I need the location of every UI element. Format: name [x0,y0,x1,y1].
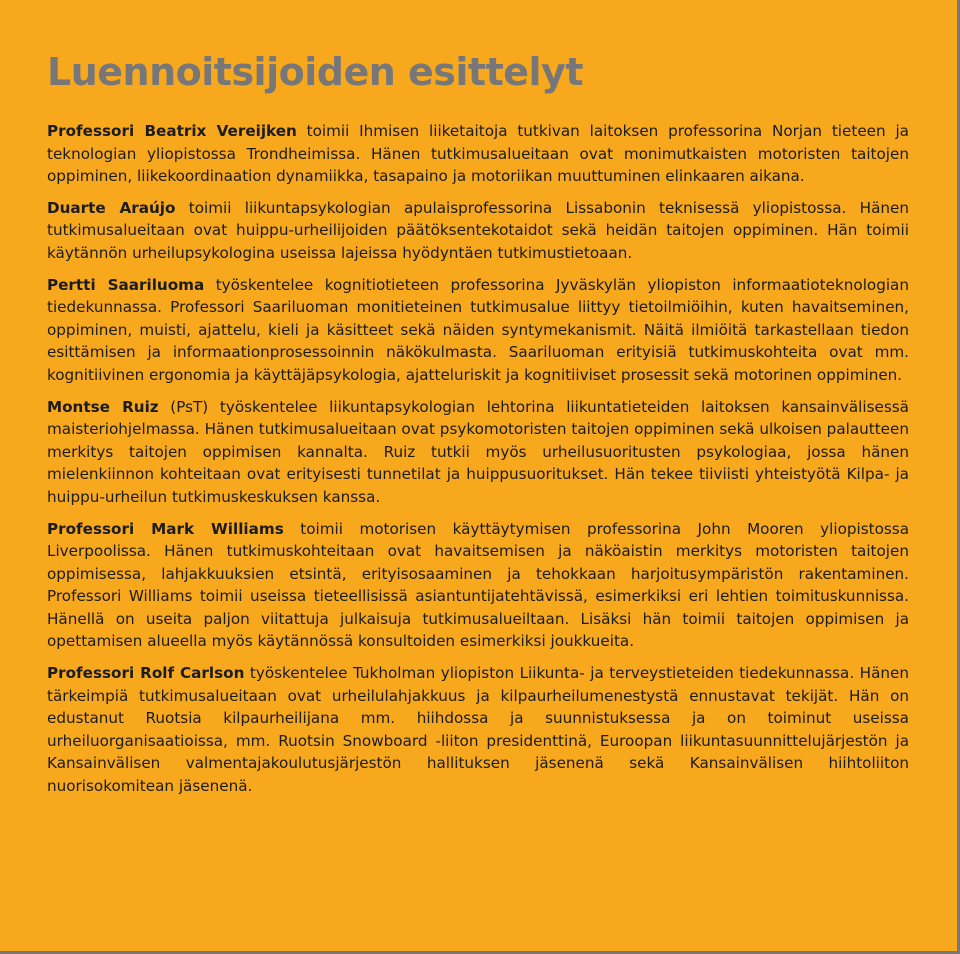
bio-paragraph-saariluoma [47,274,909,387]
bio-text: (PsT) työskentelee liikuntapsykologian lehtorina liikuntatieteiden laitoksen kansainvälisessä maisteriohjelmassa. Hänen tutkimusalueitaan ovat psykomotoristen taitojen oppiminen sekä ulkoisen palautteen merkitys taitojen oppimisen kannalta. Ruiz tutkii myös urheilusuoritusten psykologiaa, jossa hänen mielenkiinnon kohteitaan ovat erityisesti tunnetilat ja huippusuoritukset. Hän tekee tiiviisti yhteistyötä Kilpa- ja huippu-urheilun tutkimuskeskuksen kanssa. [47,397,909,506]
bio-paragraph-vereijken [47,120,909,188]
lecturer-name: Professori Rolf Carlson [47,664,245,683]
bio-text: toimii motorisen käyttäytymisen professorina John Mooren yliopistossa Liverpoolissa. Hänen tutkimuskohteitaan ovat havaitsemisen ja näköaistin merkitys motoristen taitojen oppimisessa, lahjakkuuksien etsintä, erityisosaaminen ja tehokkaan harjoitusympäristön rakentaminen. Professori Williams toimii useissa tieteellisissä asiantuntijatehtävissä, esimerkiksi eri lehtien toimituskunnissa. Hänellä on useita paljon viitattuja julkaisuja tutkimusalueiltaan. Lisäksi hän toimii taitojen oppimisen ja opettamisen alueella myös käytännössä konsultoiden esimerkiksi joukkueita. [47,519,910,651]
bio-text: työskentelee Tukholman yliopiston Liikunta- ja terveystieteiden tiedekunnassa. Hänen tärkeimpiä tutkimusalueitaan ovat urheilulahjakkuus ja kilpaurheilumenestystä ennustavat tekijät. Hän on edustanut Ruotsia kilpaurheilijana mm. hiihdossa ja suunnistuksessa ja on toiminut useissa urheiluorganisaatioissa, mm. Ruotsin Snowboard -liiton presidenttinä, Euroopan liikuntasuunnittelujärjestön ja Kansainvälisen valmentajakoulutusjärjestön hallituksen jäsenenä sekä Kansainvälisen hiihtoliiton nuorisokomitean jäsenenä. [47,664,909,796]
lecturer-name: Montse Ruiz [47,397,159,416]
lecturer-name: Professori Mark Williams [47,519,284,538]
lecturer-bios [47,120,909,807]
lecturer-name: Pertti Saariluoma [47,275,205,294]
bio-paragraph-williams [47,518,909,654]
lecturer-name: Duarte Araújo [47,198,176,217]
lecturer-name: Professori Beatrix Vereijken [47,122,297,140]
bio-text: toimii Ihmisen liiketaitoja tutkivan laitoksen professorina Norjan tieteen ja teknologian yliopistossa Trondheimissa. Hänen tutkimusalueitaan ovat monimutkaisten motoristen taitojen oppiminen, liikekoordinaation dynamiikka, tasapaino ja motoriikan muuttuminen elinkaaren aikana. [47,122,909,186]
page-title: Luennoitsijoiden esittelyt [47,50,583,94]
bio-text: toimii liikuntapsykologian apulaisprofessorina Lissabonin teknisessä yliopistossa. Hänen tutkimusalueitaan ovat huippu-urheilijoiden päätöksentekotaidot sekä heidän taitojen oppiminen. Hän toimii käytännön urheilupsykologina useissa lajeissa hyödyntäen tutkimustietoaan. [47,198,909,262]
bio-text: työskentelee kognitiotieteen professorina Jyväskylän yliopiston informaatioteknologian tiedekunnassa. Professori Saariluoman monitieteinen tutkimusalue liittyy tietoilmiöihin, kuten havaitseminen, oppiminen, muisti, ajattelu, kieli ja käsitteet sekä näiden syntymekanismit. Näitä ilmiöitä tarkastellaan tiedon esittämisen ja informaationprosessoinnin näkökulmasta. Saariluoman erityisiä tutkimuskohteita ovat mm. kognitiivinen ergonomia ja käyttäjäpsykologia, ajatteluriskit ja kognitiiviset prosessit sekä motorinen oppiminen. [47,275,909,384]
bio-paragraph-ruiz [47,396,909,509]
bio-paragraph-araujo [47,197,909,265]
bio-paragraph-carlson [47,662,909,798]
